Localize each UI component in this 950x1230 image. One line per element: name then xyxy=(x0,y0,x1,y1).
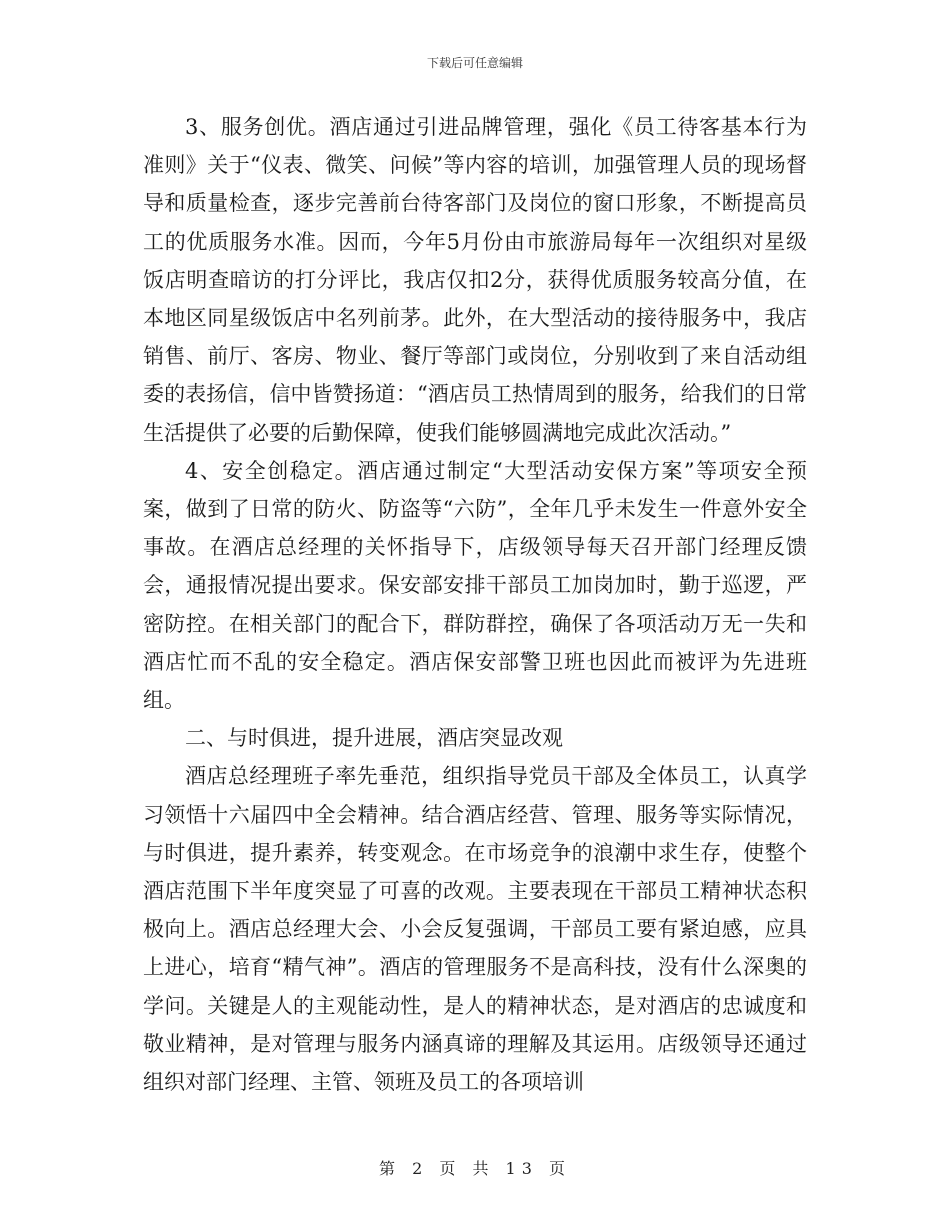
section-heading-two: 二、与时俱进，提升进展，酒店突显改观 xyxy=(185,726,563,751)
header-note: 下载后可任意编辑 xyxy=(426,56,523,70)
paragraph-service-excellence: 3、服务创优。酒店通过引进品牌管理，强化《员工待客基本行为准则》关于“仪表、微笑、问候”等内容的培训，加强管理人员的现场督导和质量检查，逐步完善前台待客部门及岗位的窗口形象，不断提高员工的优质服务水准。因而，今年5月份由市旅游局每年一次组织对星级饭店明查暗访的打分评比，我店仅扣2分，获得优质服务较高分值，在本地区同星级饭店中名列前茅。此外，在大型活动的接待服务中，我店销售、前厅、客房、物业、餐厅等部门或岗位，分别收到了来自活动组委的表扬信，信中皆赞扬道：“酒店员工热情周到的服务，给我们的日常生活提供了必要的后勤保障，使我们能够圆满地完成此次活动。” xyxy=(143,115,807,445)
paragraph-safety-stability: 4、安全创稳定。酒店通过制定“大型活动安保方案”等项安全预案，做到了日常的防火、防盗等“六防”，全年几乎未发生一件意外安全事故。在酒店总经理的关怀指导下，店级领导每天召开部门经理反馈会，通报情况提出要求。保安部安排干部员工加岗加时，勤于巡逻，严密防控。在相关部门的配合下，群防群控，确保了各项活动万无一失和酒店忙而不乱的安全稳定。酒店保安部警卫班也因此而被评为先进班组。 xyxy=(143,458,807,713)
document-body xyxy=(143,108,807,1101)
paragraph-management-improvement: 酒店总经理班子率先垂范，组织指导党员干部及全体员工，认真学习领悟十六届四中全会精神。结合酒店经营、管理、服务等实际情况，与时俱进，提升素养，转变观念。在市场竞争的浪潮中求生存，使整个酒店范围下半年度突显了可喜的改观。主要表现在干部员工精神状态积极向上。酒店总经理大会、小会反复强调，干部员工要有紧迫感，应具上进心，培育“精气神”。酒店的管理服务不是高科技，没有什么深奥的学问。关键是人的主观能动性，是人的精神状态，是对酒店的忠诚度和敬业精神，是对管理与服务内涵真谛的理解及其运用。店级领导还通过组织对部门经理、主管、领班及员工的各项培训 xyxy=(143,764,807,1095)
page-number: 第 2 页 共 13 页 xyxy=(379,1159,571,1178)
